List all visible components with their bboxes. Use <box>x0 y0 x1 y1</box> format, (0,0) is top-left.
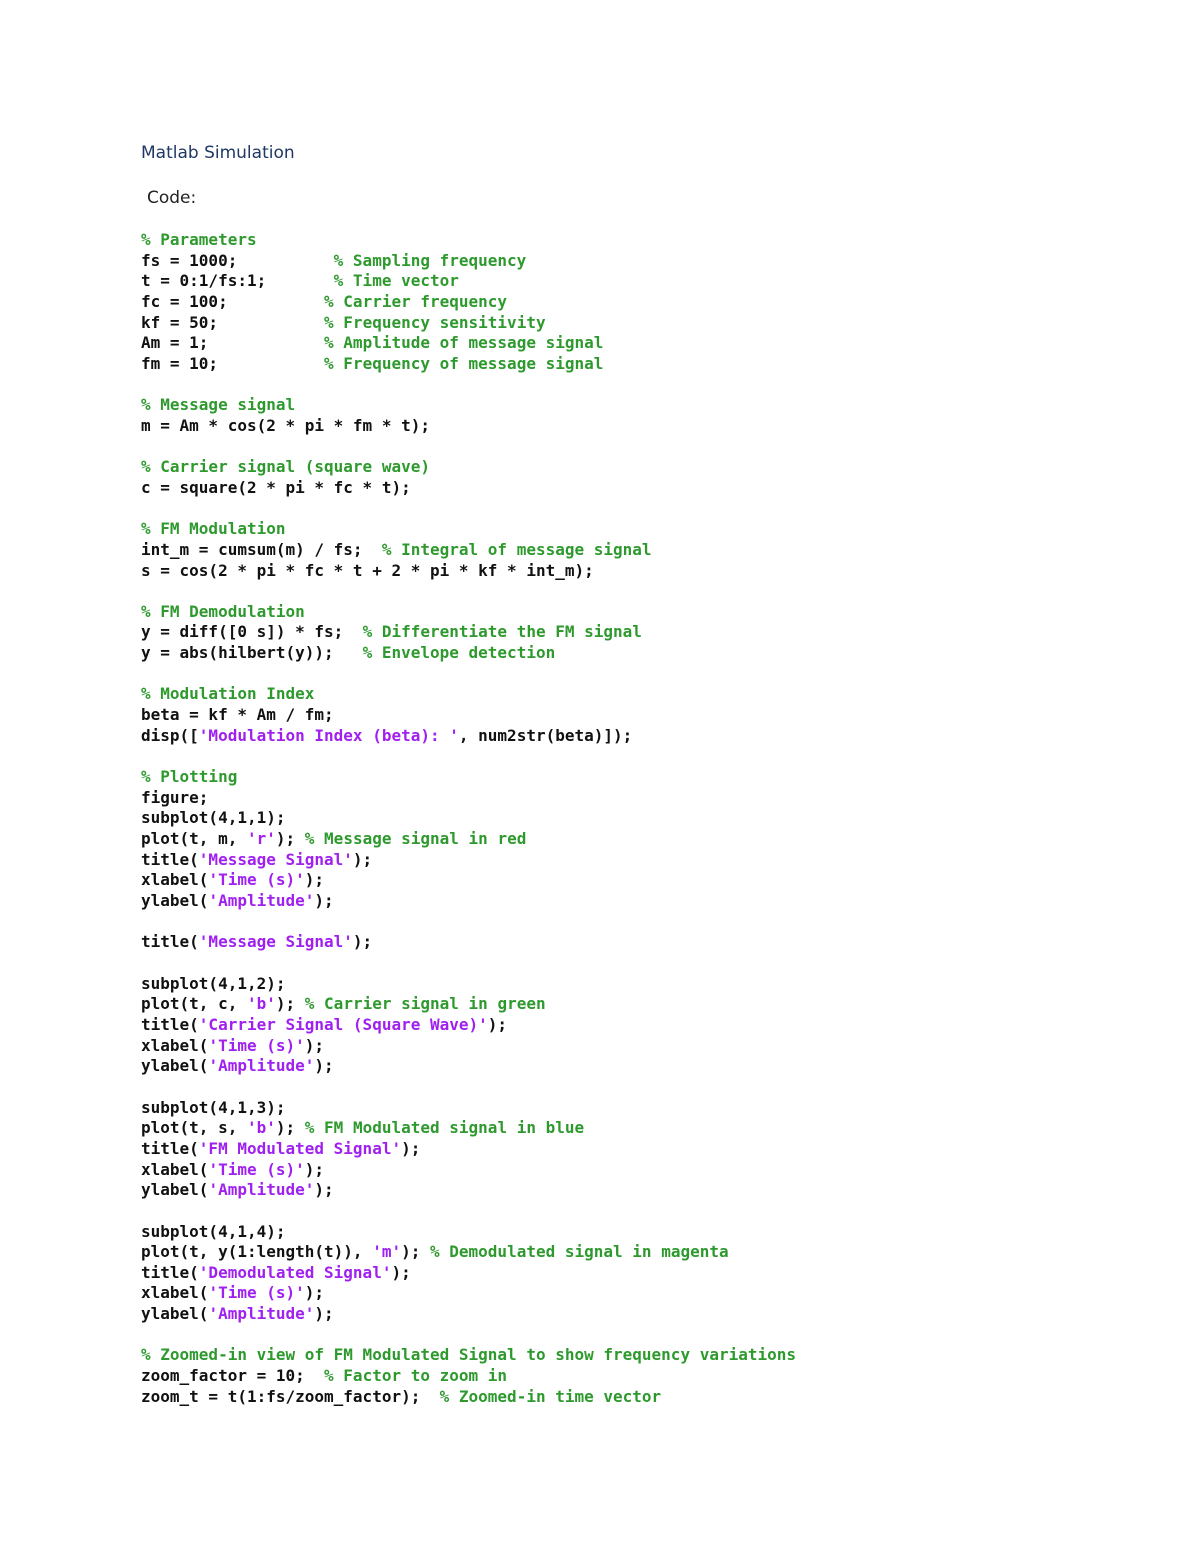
code-line <box>141 622 796 643</box>
code-text: ); <box>314 1304 334 1324</box>
code-string: 'b' <box>246 994 276 1014</box>
code-string: 'Amplitude' <box>208 1180 315 1200</box>
code-text: ); <box>275 829 305 849</box>
code-line <box>141 1118 796 1139</box>
code-comment: % Envelope detection <box>362 643 556 663</box>
code-text: y = diff([0 s]) * fs; <box>141 622 363 642</box>
code-comment: % Frequency of message signal <box>324 353 604 373</box>
code-line <box>141 932 796 953</box>
code-text: Am = 1; <box>141 333 325 353</box>
code-text: ); <box>391 1262 411 1282</box>
code-line <box>141 788 796 809</box>
code-text: subplot(4,1,1); <box>141 808 286 828</box>
code-string: 'FM Modulated Signal' <box>198 1138 402 1158</box>
code-string: 'Amplitude' <box>208 1056 315 1076</box>
code-text: ); <box>304 1035 325 1055</box>
code-block <box>141 230 796 1407</box>
code-string: 'Amplitude' <box>208 1304 315 1324</box>
code-text: title( <box>141 849 199 869</box>
code-text: kf = 50; <box>141 312 325 332</box>
code-line <box>141 519 796 540</box>
code-line <box>141 829 796 850</box>
code-text: c = square(2 * pi * fc * t); <box>141 477 411 497</box>
code-line <box>141 1139 796 1160</box>
code-line <box>141 313 796 334</box>
code-text: subplot(4,1,2); <box>141 973 286 993</box>
code-text: ); <box>401 1138 421 1158</box>
code-line <box>141 1077 796 1098</box>
code-line <box>141 1160 796 1181</box>
code-line <box>141 994 796 1015</box>
code-line <box>141 1056 796 1077</box>
code-text: ); <box>487 1014 508 1034</box>
code-text: ); <box>314 1180 334 1200</box>
code-text: zoom_t = t(1:fs/zoom_factor); <box>141 1386 440 1406</box>
code-string: 'Time (s)' <box>208 1035 305 1055</box>
code-text: ); <box>314 1056 334 1076</box>
code-line <box>141 478 796 499</box>
code-text: ); <box>352 932 373 952</box>
code-line <box>141 1283 796 1304</box>
page-title: Matlab Simulation <box>141 143 295 163</box>
code-text: m = Am * cos(2 * pi * fm * t); <box>141 415 430 435</box>
code-line <box>141 746 796 767</box>
code-text: int_m = cumsum(m) / fs; <box>141 539 382 559</box>
code-line <box>141 664 796 685</box>
code-line <box>141 561 796 582</box>
code-string: 'Time (s)' <box>208 1283 305 1303</box>
code-line <box>141 437 796 458</box>
code-text: plot(t, m, <box>141 829 247 849</box>
code-comment: % Message signal in red <box>304 829 527 849</box>
code-comment: % Frequency sensitivity <box>324 312 546 332</box>
code-line <box>141 395 796 416</box>
code-text: xlabel( <box>141 1283 209 1303</box>
code-line <box>141 1180 796 1201</box>
code-line <box>141 354 796 375</box>
code-comment: % Carrier signal in green <box>304 994 546 1014</box>
code-line <box>141 643 796 664</box>
code-line <box>141 850 796 871</box>
code-line <box>141 333 796 354</box>
code-string: 'b' <box>246 1118 276 1138</box>
code-line <box>141 767 796 788</box>
code-line <box>141 271 796 292</box>
code-text: t = 0:1/fs:1; <box>141 271 334 291</box>
code-line <box>141 540 796 561</box>
code-text: ylabel( <box>141 891 209 910</box>
code-line <box>141 581 796 602</box>
code-comment: % FM Modulation <box>141 519 286 539</box>
code-comment: % Integral of message signal <box>381 539 652 559</box>
code-comment: % Factor to zoom in <box>324 1366 508 1386</box>
code-line <box>141 870 796 891</box>
code-string: 'Amplitude' <box>208 891 315 910</box>
code-line <box>141 1263 796 1284</box>
code-line <box>141 499 796 520</box>
code-comment: % Amplitude of message signal <box>324 333 604 353</box>
code-text: fm = 10; <box>141 353 325 373</box>
code-text: ); <box>401 1242 430 1262</box>
code-text: ); <box>304 1159 325 1179</box>
code-line <box>141 1366 796 1387</box>
code-line <box>141 1242 796 1263</box>
code-line <box>141 292 796 313</box>
code-text: xlabel( <box>141 1035 209 1055</box>
code-line <box>141 726 796 747</box>
code-text: y = abs(hilbert(y)); <box>141 643 363 663</box>
code-comment: % FM Demodulation <box>141 601 305 621</box>
code-comment: % Message signal <box>141 395 296 415</box>
code-comment: % Sampling frequency <box>333 250 527 270</box>
code-comment: % Zoomed-in time vector <box>439 1386 662 1406</box>
code-string: 'Time (s)' <box>208 870 305 890</box>
code-comment: % Differentiate the FM signal <box>362 622 642 642</box>
code-line <box>141 705 796 726</box>
code-text: fs = 1000; <box>141 250 334 270</box>
code-line <box>141 457 796 478</box>
code-comment: % Carrier signal (square wave) <box>141 457 430 477</box>
code-comment: % Carrier frequency <box>324 291 508 311</box>
code-comment: % Plotting <box>141 767 238 787</box>
code-comment: % Parameters <box>141 230 257 249</box>
code-line <box>141 912 796 933</box>
code-line <box>141 684 796 705</box>
code-comment: % FM Modulated signal in blue <box>304 1118 585 1138</box>
code-line <box>141 1036 796 1057</box>
code-text: ); <box>275 994 305 1014</box>
code-text: ); <box>304 870 325 890</box>
code-string: 'Message Signal' <box>198 849 353 869</box>
code-string: 'r' <box>246 829 276 849</box>
code-text: ); <box>304 1283 325 1303</box>
code-string: 'Message Signal' <box>198 932 353 952</box>
code-comment: % Modulation Index <box>141 684 315 704</box>
code-line <box>141 808 796 829</box>
code-text: title( <box>141 1014 199 1034</box>
code-line <box>141 416 796 437</box>
code-string: 'm' <box>372 1242 402 1262</box>
code-text: s = cos(2 * pi * fc * t + 2 * pi * kf * int_m); <box>141 560 594 580</box>
code-text: fc = 100; <box>141 291 325 311</box>
code-string: 'Carrier Signal (Square Wave)' <box>198 1014 488 1034</box>
code-text: ylabel( <box>141 1056 209 1076</box>
code-text: subplot(4,1,3); <box>141 1097 286 1117</box>
code-text: plot(t, y(1:length(t)), <box>141 1242 373 1262</box>
code-text: figure; <box>141 787 209 807</box>
code-string: 'Modulation Index (beta): ' <box>198 725 459 745</box>
code-line <box>141 251 796 272</box>
code-text: ylabel( <box>141 1304 209 1324</box>
code-line <box>141 953 796 974</box>
code-text: plot(t, c, <box>141 994 247 1014</box>
code-string: 'Time (s)' <box>208 1159 305 1179</box>
code-comment: % Demodulated signal in magenta <box>430 1242 729 1262</box>
code-line <box>141 1304 796 1325</box>
code-text: beta = kf * Am / fm; <box>141 705 334 725</box>
code-line <box>141 375 796 396</box>
code-line <box>141 1015 796 1036</box>
code-line <box>141 1345 796 1366</box>
code-label: Code: <box>147 188 197 208</box>
code-line <box>141 1201 796 1222</box>
code-text: subplot(4,1,4); <box>141 1221 286 1241</box>
code-line <box>141 602 796 623</box>
code-text: ); <box>314 891 334 910</box>
code-line <box>141 891 796 912</box>
code-line <box>141 1387 796 1408</box>
code-line <box>141 1325 796 1346</box>
code-text: title( <box>141 1138 199 1158</box>
code-comment: % Time vector <box>333 271 459 291</box>
code-text: ); <box>352 849 373 869</box>
code-text: zoom_factor = 10; <box>141 1366 325 1386</box>
code-line <box>141 974 796 995</box>
code-text: title( <box>141 932 199 952</box>
code-text: ylabel( <box>141 1180 209 1200</box>
code-line <box>141 230 796 251</box>
code-comment: % Zoomed-in view of FM Modulated Signal to show frequency variations <box>141 1345 797 1365</box>
code-text: plot(t, s, <box>141 1118 247 1138</box>
code-text: disp([ <box>141 725 199 745</box>
code-string: 'Demodulated Signal' <box>198 1262 392 1282</box>
code-line <box>141 1098 796 1119</box>
code-line <box>141 1222 796 1243</box>
code-text: ); <box>275 1118 305 1138</box>
code-text: xlabel( <box>141 870 209 890</box>
code-text: , num2str(beta)]); <box>458 725 633 745</box>
code-text: title( <box>141 1262 199 1282</box>
code-text: xlabel( <box>141 1159 209 1179</box>
